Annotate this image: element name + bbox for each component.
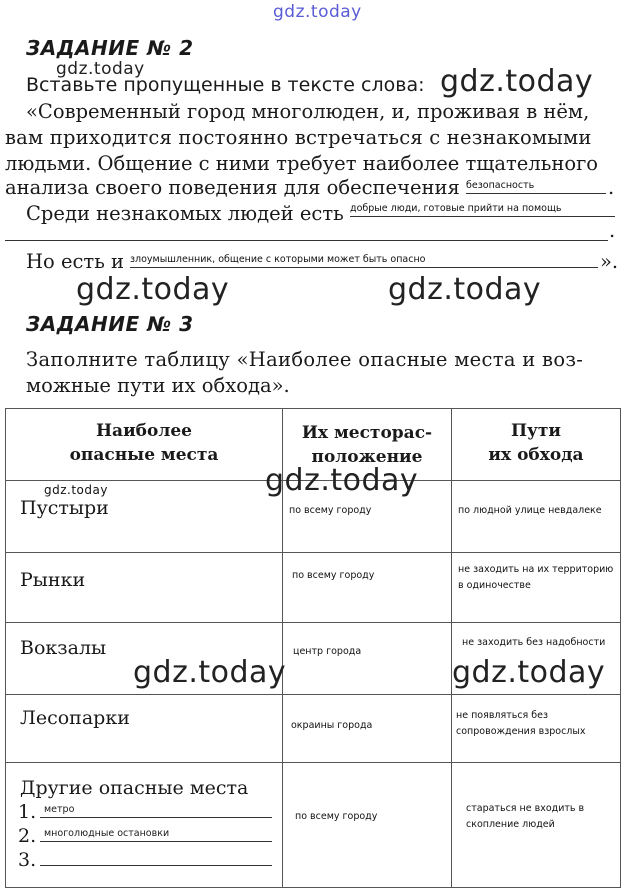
location-cell [283,763,452,888]
avoid-cell [452,695,621,763]
answer-safety: безопасность [466,180,535,191]
task2-title: ЗАДАНИЕ № 2 [26,36,194,60]
task2-line3: людьми. Общение с ними требует наиболее тщательного [5,152,599,175]
location-value: центр города [293,646,362,657]
watermark-inline: gdz.today [440,64,594,99]
location-value: окраины города [291,720,373,731]
header-location-l2: положение [311,447,423,467]
location-cell [283,553,452,623]
task2-line7-end: ». [600,250,619,273]
table-row [6,695,621,763]
header-avoid-l1: Пути [510,421,562,441]
avoid-value: не заходить без надобности [462,637,606,648]
avoid-cell [452,481,621,553]
other-item-line [40,851,272,866]
header-avoid-l2: их обхода [488,445,584,465]
watermark-large: gdz.today [133,655,287,690]
place-name: Лесопарки [20,707,130,729]
watermark-large: gdz.today [388,272,542,307]
place-name: Рынки [20,569,86,591]
avoid-cell [452,763,621,888]
location-cell [283,695,452,763]
watermark-small: gdz.today [44,483,108,497]
location-value: по всему городу [289,505,372,516]
avoid-value: не заходить на их территорию в одиночестве [458,564,614,591]
place-name: Пустыри [20,497,109,519]
table-row [6,553,621,623]
location-cell [283,623,452,695]
watermark-large: gdz.today [452,655,606,690]
avoid-value: не появляться без сопровождения взрослых [456,710,586,737]
header-places [6,409,283,481]
other-item-number: 1. [18,801,37,823]
header-avoid [452,409,621,481]
other-places-cell [6,763,283,888]
avoid-value: стараться не входить в скопление людей [466,803,585,830]
answer-criminal: злоумышленник, общение с которыми может быть опасно [130,254,426,265]
watermark-large: gdz.today [265,463,419,498]
watermark-large: gdz.today [76,272,230,307]
task2-intro: Вставьте пропущенные в тексте слова: [26,74,425,96]
task2-line4: анализа своего поведения для обеспечения [5,176,460,199]
task2-line1: «Современный город многолюден, и, проживая в нём, [26,100,590,123]
task2-line4-end: . [608,176,615,199]
avoid-value: по людной улице невдалеке [458,505,602,516]
other-item-number: 3. [18,849,37,871]
other-item-value: многолюдные остановки [44,828,170,839]
avoid-cell [452,553,621,623]
task3-title: ЗАДАНИЕ № 3 [26,312,194,336]
task2-line2: вам приходится постоянно встречаться с незнакомыми [5,126,592,149]
task3-line1: Заполните таблицу «Наиболее опасные места и воз- [26,348,584,371]
header-location-l1: Их месторас- [301,423,433,443]
answer-danger-field [130,251,598,268]
task2-line7: Но есть и [26,250,125,273]
other-item-number: 2. [18,825,37,847]
other-item-value: метро [44,804,75,815]
header-places-l2: опасные места [69,445,219,465]
answer-kind-people: добрые люди, готовые прийти на помощь [350,203,562,214]
table-row-other [6,763,621,888]
place-cell [6,481,283,553]
place-name: Вокзалы [20,637,107,659]
header-places-l1: Наиболее [96,421,192,441]
answer-safety-field [466,176,606,194]
watermark-small: gdz.today [56,59,145,79]
watermark-top: gdz.today [273,2,362,22]
location-value: по всему городу [295,811,378,822]
other-item-line [40,803,272,818]
location-value: по всему городу [292,570,375,581]
task2-line5: Среди незнакомых людей есть [26,202,344,225]
other-places-title: Другие опасные места [20,777,249,799]
answer-continuation-line [5,226,608,241]
place-cell [6,695,283,763]
answer-strangers-field [350,200,615,217]
task3-line2: можные пути их обхода». [26,374,290,397]
other-item-line [40,827,272,842]
place-cell [6,553,283,623]
task2-line6-end: . [609,219,616,242]
